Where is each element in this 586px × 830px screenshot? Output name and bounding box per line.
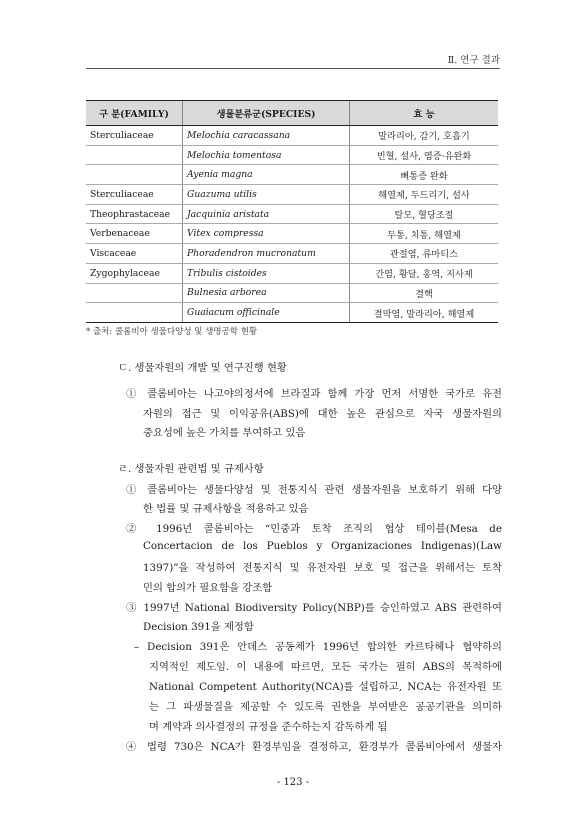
species-cell: Guaiacum officinale bbox=[183, 303, 350, 323]
species-table bbox=[86, 100, 498, 323]
effect-cell: 관절염, 류마티스 bbox=[350, 244, 499, 264]
effect-cell: 두통, 치통, 해열제 bbox=[350, 224, 499, 244]
paragraph-line: – Decision 391은 안데스 공동체가 1996년 합의한 카르타헤나 협약하의 bbox=[134, 641, 502, 653]
table-row bbox=[86, 145, 498, 165]
paragraph-line: ④ 법령 730은 NCA가 환경부임을 결정하고, 환경부가 콜롬비아에서 생물자 bbox=[126, 741, 502, 753]
species-cell: Ayenia magna bbox=[183, 165, 350, 185]
table-source-note: * 출처: 콜롬비아 생물다양성 및 생명공학 현황 bbox=[86, 327, 258, 337]
paragraph-line: Decision 391을 제정함 bbox=[143, 621, 254, 633]
family-cell bbox=[86, 283, 183, 303]
species-cell: Melochia tomentosa bbox=[183, 145, 350, 165]
paragraph-line: ① 콜롬비아는 나고야의정서에 브라질과 함께 가장 먼저 서명한 국가로 유전 bbox=[126, 388, 502, 400]
running-head: Ⅱ. 연구 결과 bbox=[447, 55, 500, 66]
paragraph-line: 자원의 접근 및 이익공유(ABS)에 대한 높은 관심으로 자국 생물자원의 bbox=[143, 408, 502, 420]
paragraph-line: 1397)”을 작성하여 전통지식 및 유전자원 보호 및 접근을 위해서는 토착 bbox=[143, 562, 502, 574]
paragraph-line: 지역적인 제도임. 이 내용에 따르면, 모든 국가는 필히 ABS의 목적하에 bbox=[149, 661, 502, 673]
table-row bbox=[86, 263, 498, 283]
table-header-row bbox=[86, 101, 498, 126]
species-cell: Phoradendron mucronatum bbox=[183, 244, 350, 264]
table-row bbox=[86, 283, 498, 303]
paragraph-line: 중요성에 높은 가치를 부여하고 있음 bbox=[143, 427, 306, 439]
family-cell bbox=[86, 145, 183, 165]
column-header-effect: 효 능 bbox=[350, 101, 499, 126]
table-row bbox=[86, 165, 498, 185]
species-cell: Melochia caracassana bbox=[183, 126, 350, 146]
effect-cell: 탈모, 혈당조절 bbox=[350, 204, 499, 224]
header-rule bbox=[86, 68, 500, 69]
column-header-species: 생물분류군(SPECIES) bbox=[183, 101, 350, 126]
effect-cell: 말라리아, 감기, 호흡기 bbox=[350, 126, 499, 146]
effect-cell: 간염, 황달, 홍역, 지사제 bbox=[350, 263, 499, 283]
effect-cell: 빈혈, 설사, 염증·유완화 bbox=[350, 145, 499, 165]
page-number: - 123 - bbox=[276, 777, 310, 788]
effect-cell: 해열제, 두드리기, 설사 bbox=[350, 185, 499, 205]
column-header-family: 구 분(FAMILY) bbox=[86, 101, 183, 126]
family-cell: Sterculiaceae bbox=[86, 126, 183, 146]
family-cell bbox=[86, 165, 183, 185]
table-row bbox=[86, 244, 498, 264]
effect-cell: 뼈통증 완화 bbox=[350, 165, 499, 185]
species-cell: Guazuma utilis bbox=[183, 185, 350, 205]
table-row bbox=[86, 224, 498, 244]
table-row bbox=[86, 303, 498, 323]
section-heading-regulation: ㄹ. 생물자원 관련법 및 규제사항 bbox=[118, 463, 264, 475]
table-row bbox=[86, 204, 498, 224]
family-cell: Verbenaceae bbox=[86, 224, 183, 244]
species-cell: Jacquinia aristata bbox=[183, 204, 350, 224]
paragraph-line: ① 콜롬비아는 생물다양성 및 전통지식 관련 생물자원을 보호하기 위해 다양 bbox=[126, 484, 502, 496]
paragraph-line: ③ 1997년 National Biodiversity Policy(NBP)를 승인하였고 ABS 관련하여 bbox=[126, 602, 502, 614]
paragraph-line: ② 1996년 콜롬비아는 “민중과 토착 조직의 협상 테이블(Mesa de bbox=[126, 523, 502, 535]
paragraph-line: Concertacion de los Pueblos y Organizaciones Indigenas)(Law bbox=[143, 540, 502, 552]
family-cell bbox=[86, 303, 183, 323]
species-cell: Bulnesia arborea bbox=[183, 283, 350, 303]
paragraph-line: 민의 합의가 필요함을 강조함 bbox=[143, 582, 273, 594]
family-cell: Theophrastaceae bbox=[86, 204, 183, 224]
species-cell: Tribulis cistoides bbox=[183, 263, 350, 283]
table-row bbox=[86, 185, 498, 205]
family-cell: Zygophylaceae bbox=[86, 263, 183, 283]
paragraph-line: 한 법률 및 규제사항을 적용하고 있음 bbox=[143, 503, 309, 515]
family-cell: Viscaceae bbox=[86, 244, 183, 264]
effect-cell: 결핵 bbox=[350, 283, 499, 303]
section-heading-development: ㄷ. 생물자원의 개발 및 연구진행 현황 bbox=[118, 362, 287, 374]
paragraph-line: 는 그 파생물질을 제공할 수 있도록 권한을 부여받은 공공기관을 의미하 bbox=[149, 701, 502, 713]
paragraph-line: National Competent Authority(NCA)를 설립하고, NCA는 유전자원 또 bbox=[149, 681, 502, 693]
paragraph-line: 며 계약과 의사결정의 규정을 준수하는지 감독하게 됨 bbox=[149, 721, 388, 733]
table-row bbox=[86, 126, 498, 146]
family-cell: Sterculiaceae bbox=[86, 185, 183, 205]
species-cell: Vitex compressa bbox=[183, 224, 350, 244]
effect-cell: 결막염, 말라리아, 해열제 bbox=[350, 303, 499, 323]
